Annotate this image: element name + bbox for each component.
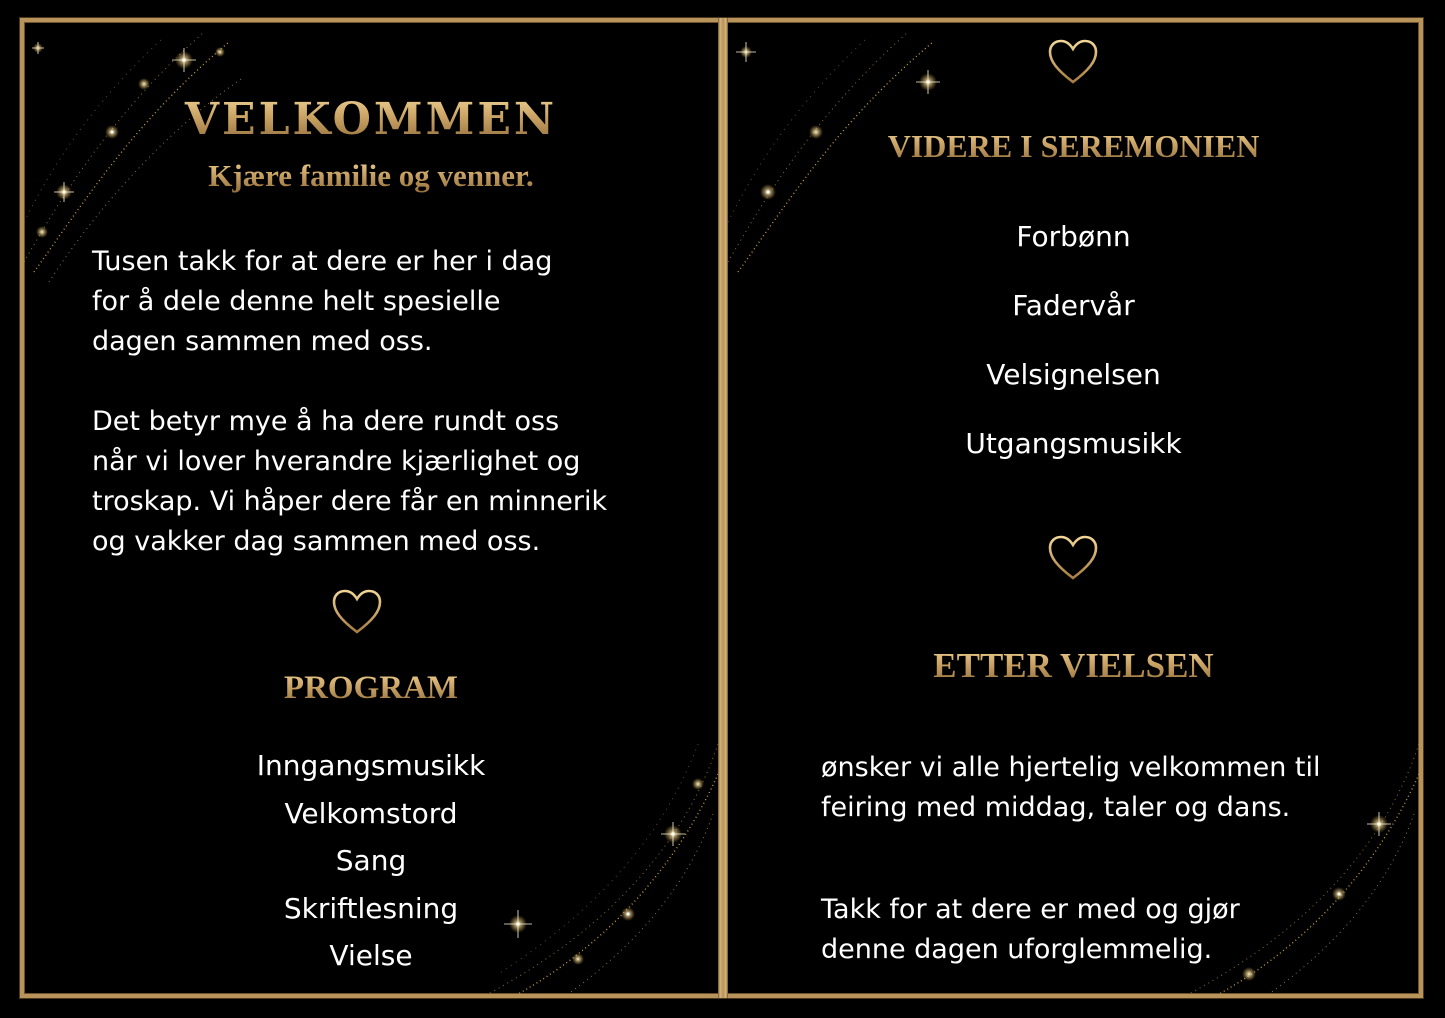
program-list [24, 742, 718, 980]
intro-paragraph-2: Det betyr mye å ha dere rundt oss når vi lover hverandre kjærlighet og troskap. Vi håper dere får en minnerik og vakker dag sammen med oss. [92, 406, 608, 557]
intro-paragraph-1: Tusen takk for at dere er her i dag for å dele denne helt spesielle dagen sammen med oss. [92, 246, 553, 357]
welcome-title: VELKOMMEN [24, 94, 718, 145]
heart-outline-icon [1047, 38, 1099, 86]
after-paragraph-2: Takk for at dere er med og gjør denne dagen uforglemmelig. [821, 894, 1240, 965]
program-title: PROGRAM [24, 670, 718, 707]
greeting-subtitle: Kjære familie og venner. [24, 158, 718, 194]
left-panel [24, 22, 718, 994]
heart-outline-icon [331, 588, 383, 636]
list-item: Utgangsmusikk [965, 427, 1182, 460]
continued-ceremony-title: VIDERE I SEREMONIEN [728, 128, 1419, 165]
list-item: Inngangsmusikk [256, 749, 486, 782]
list-item: Skriftlesning [283, 891, 459, 925]
heart-outline-icon [1047, 534, 1099, 582]
after-paragraph-1: ønsker vi alle hjertelig velkommen til feiring med middag, taler og dans. [821, 752, 1321, 823]
list-item: Fadervår [1012, 289, 1135, 322]
right-panel [728, 22, 1419, 994]
list-item: Velkomstord [284, 796, 458, 830]
after-ceremony-title: ETTER VIELSEN [728, 646, 1419, 686]
list-item: Sang [335, 844, 407, 877]
continued-ceremony-list [728, 214, 1419, 490]
list-item: Velsignelsen [986, 358, 1161, 391]
gold-divider [718, 18, 728, 998]
list-item: Forbønn [1016, 220, 1131, 253]
list-item: Vielse [329, 939, 413, 972]
